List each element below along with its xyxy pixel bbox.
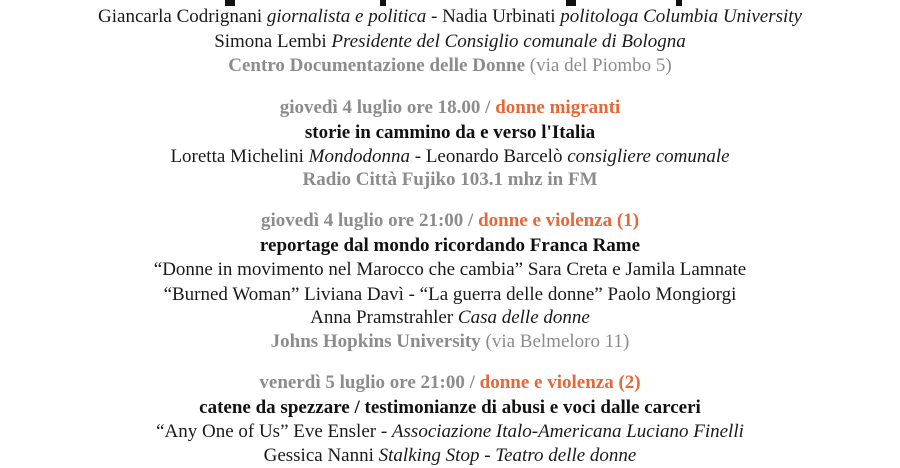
intro-venue <box>0 54 900 78</box>
event3-line1 <box>0 420 900 444</box>
guest-name: Leonardo Barcelò <box>425 146 563 167</box>
guest-role: Casa delle donne <box>457 307 590 328</box>
guest-name: Loretta Michelini <box>170 146 304 167</box>
guest-name: Gessica Nanni <box>263 445 374 466</box>
event3-date-line <box>0 371 900 395</box>
speaker-name: Giancarla Codrignani <box>98 6 263 27</box>
event2-title: reportage dal mondo ricordando Franca Rame <box>259 235 641 256</box>
separator: - <box>426 6 443 27</box>
speaker-name: Nadia Urbinati <box>442 6 556 27</box>
guest-name: Anna Pramstrahler <box>310 307 454 328</box>
speaker-role: giornalista e politica <box>266 6 427 27</box>
event3-title: catene da spezzare / testimonianze di abusi e voci dalle carceri <box>199 397 701 418</box>
venue-address: (via del Piombo 5) <box>529 55 672 76</box>
intro-speaker-line-2 <box>0 30 900 54</box>
event-topic: donne migranti <box>495 97 621 118</box>
event-date: venerdì 5 luglio ore 21:00 / <box>259 372 475 393</box>
guest-role: consigliere comunale <box>567 146 730 167</box>
event1-title: storie in cammino da e verso l'Italia <box>304 122 596 143</box>
event3-line2-cropped <box>0 444 900 468</box>
event2-line1: “Donne in movimento nel Marocco che cambia” Sara Creta e Jamila Lamnate <box>153 259 747 280</box>
event-topic: donne e violenza (1) <box>478 210 640 231</box>
speaker-role: politologa Columbia University <box>560 6 802 27</box>
guest-role: Associazione Italo-Americana Luciano Finelli <box>391 421 744 442</box>
event2-line3 <box>0 306 900 330</box>
guest-role: Mondodonna <box>308 146 410 167</box>
event1-venue: Radio Città Fujiko 103.1 mhz in FM <box>302 169 598 190</box>
event2-venue <box>0 330 900 354</box>
separator: - <box>410 146 426 167</box>
venue-name: Johns Hopkins University <box>270 331 481 352</box>
event-date: giovedì 4 luglio ore 18.00 / <box>279 97 491 118</box>
event2-date-line <box>0 209 900 233</box>
venue-address: (via Belmeloro 11) <box>485 331 630 352</box>
event-date: giovedì 4 luglio ore 21:00 / <box>260 210 474 231</box>
speaker-role: Presidente del Consiglio comunale di Bologna <box>331 31 686 52</box>
guest-role: Teatro delle donne <box>495 445 637 466</box>
event-topic: donne e violenza (2) <box>479 372 641 393</box>
event1-guests <box>0 145 900 169</box>
separator: - <box>479 445 496 466</box>
event1-date-line <box>0 96 900 120</box>
guest-role: Stalking Stop <box>378 445 480 466</box>
event2-line2: “Burned Woman” Liviana Davì - “La guerra delle donne” Paolo Mongiorgi <box>163 284 737 305</box>
speaker-name: Simona Lembi <box>214 31 327 52</box>
venue-name: Centro Documentazione delle Donne <box>228 55 526 76</box>
intro-speakers-line <box>0 5 900 29</box>
guest-text: “Any One of Us” Eve Ensler - <box>156 421 392 442</box>
